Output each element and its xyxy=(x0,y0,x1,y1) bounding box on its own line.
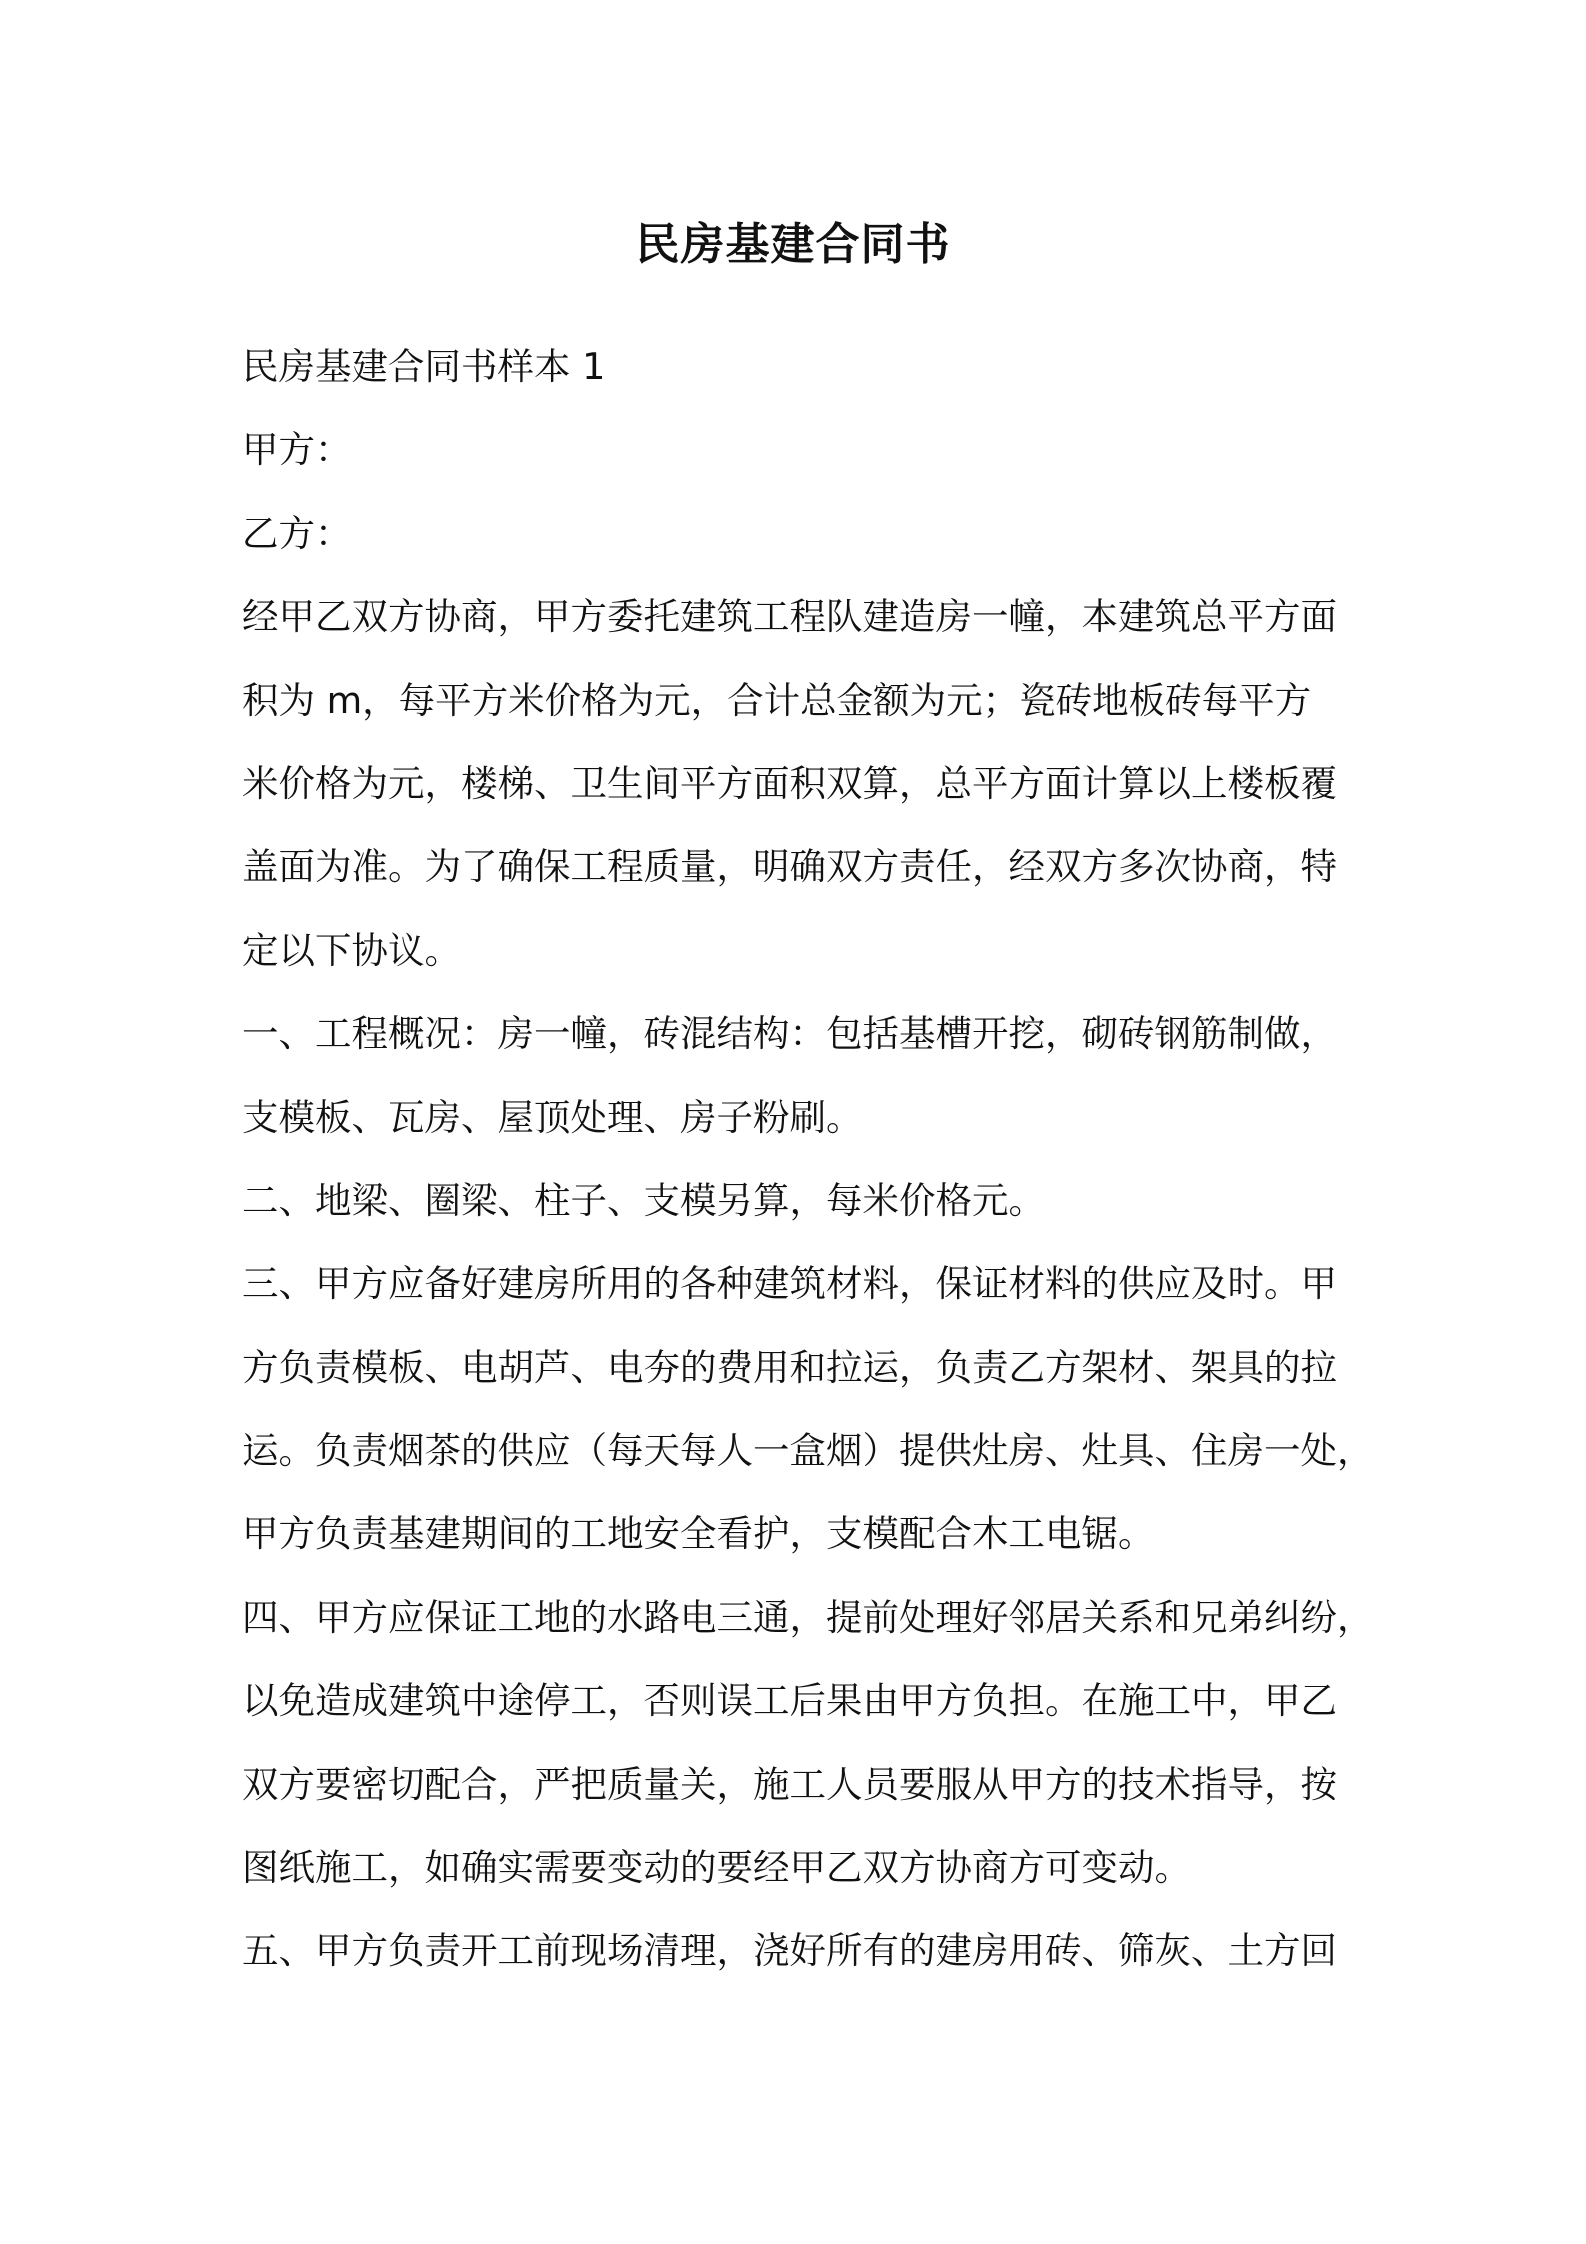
clause-line: 支模板、瓦房、屋顶处理、房子粉刷。 xyxy=(242,1095,863,1139)
paragraph-line: 经甲乙双方协商，甲方委托建筑工程队建造房一幢，本建筑总平方面 xyxy=(242,595,1337,639)
document-body xyxy=(242,325,1374,1993)
document-title: 民房基建合同书 xyxy=(635,219,951,270)
paragraph-line: 盖面为准。为了确保工程质量，明确双方责任，经双方多次协商，特 xyxy=(242,845,1337,889)
clause-line: 运。负责烟茶的供应（每天每人一盒烟）提供灶房、灶具、住房一处， xyxy=(242,1429,1374,1473)
party-a-line: 甲方： xyxy=(242,428,352,472)
clause-line: 双方要密切配合，严把质量关，施工人员要服从甲方的技术指导，按 xyxy=(242,1762,1337,1806)
clause-line: 图纸施工，如确实需要变动的要经甲乙双方协商方可变动。 xyxy=(242,1846,1191,1890)
clause-line: 三、甲方应备好建房所用的各种建筑材料，保证材料的供应及时。甲 xyxy=(242,1262,1337,1306)
party-b-line: 乙方： xyxy=(242,511,352,555)
clause-line: 五、甲方负责开工前现场清理，浇好所有的建房用砖、筛灰、土方回 xyxy=(242,1929,1337,1973)
paragraph-line: 定以下协议。 xyxy=(242,928,461,972)
paragraph-line: 积为 m，每平方米价格为元，合计总金额为元；瓷砖地板砖每平方 xyxy=(242,678,1312,722)
clause-line: 四、甲方应保证工地的水路电三通，提前处理好邻居关系和兄弟纠纷， xyxy=(242,1595,1374,1639)
subtitle-line: 民房基建合同书样本 1 xyxy=(242,345,606,388)
clause-line: 甲方负责基建期间的工地安全看护，支模配合木工电锯。 xyxy=(242,1512,1155,1556)
clause-line: 方负责模板、电胡芦、电夯的费用和拉运，负责乙方架材、架具的拉 xyxy=(242,1345,1337,1389)
clause-line: 一、工程概况：房一幢，砖混结构：包括基槽开挖，砌砖钢筋制做， xyxy=(242,1012,1337,1056)
clause-line: 以免造成建筑中途停工，否则误工后果由甲方负担。在施工中，甲乙 xyxy=(242,1679,1337,1723)
clause-line: 二、地梁、圈梁、柱子、支模另算，每米价格元。 xyxy=(242,1178,1045,1222)
paragraph-line: 米价格为元，楼梯、卫生间平方面积双算，总平方面计算以上楼板覆 xyxy=(242,761,1337,805)
